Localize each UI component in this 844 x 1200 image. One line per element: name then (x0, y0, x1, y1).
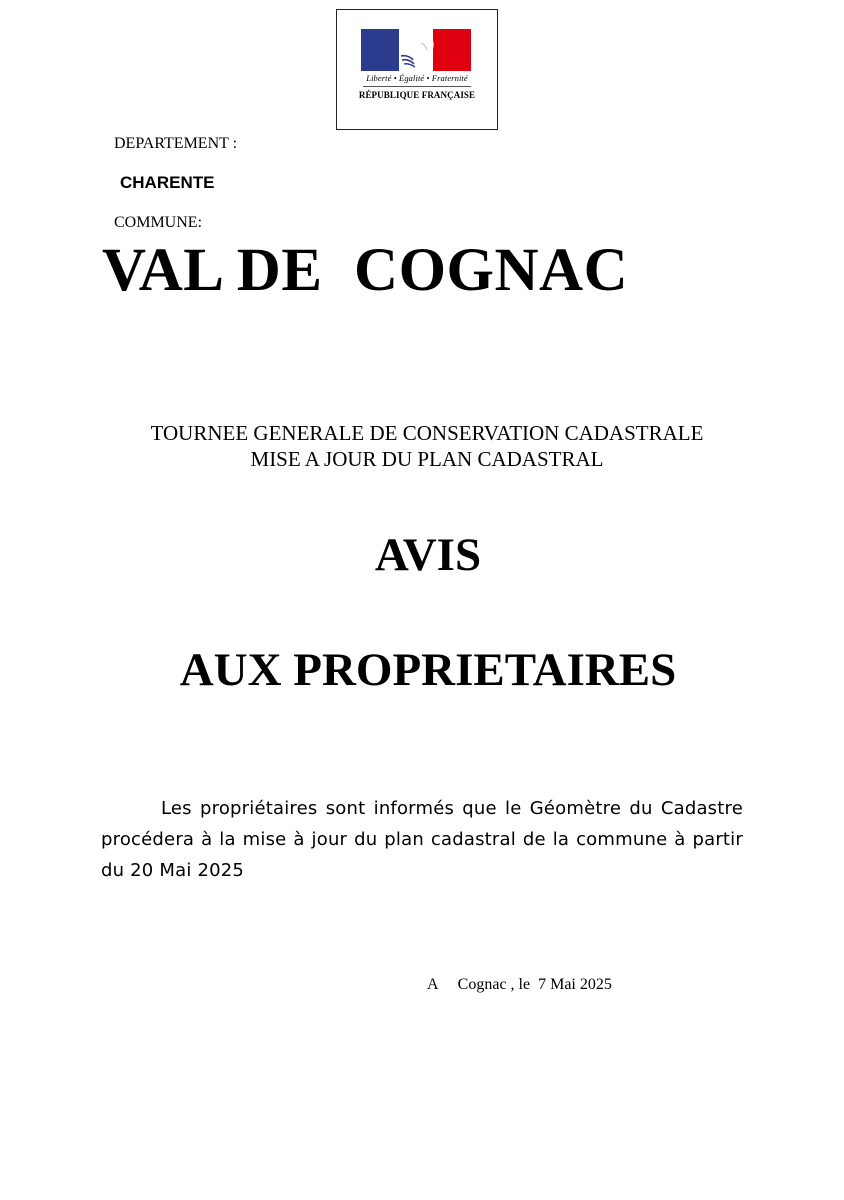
title-avis: AVIS (374, 529, 482, 581)
departement-value: CHARENTE (120, 173, 215, 192)
subtitle-line-2: MISE A JOUR DU PLAN CADASTRAL (250, 447, 604, 471)
commune-label: COMMUNE: (114, 214, 203, 231)
subtitle-line-1: TOURNEE GENERALE DE CONSERVATION CADASTRALE (150, 421, 704, 445)
logo-republic-name: RÉPUBLIQUE FRANÇAISE (358, 90, 476, 100)
departement-label: DEPARTEMENT : (114, 135, 238, 152)
logo-motto: Liberté • Égalité • Fraternité (366, 73, 468, 83)
logo-divider (363, 86, 471, 87)
subtitle (0, 420, 844, 472)
place-date-line: A Cognac , le 7 Mai 2025 (427, 976, 612, 993)
republique-francaise-logo (336, 9, 498, 130)
commune-name: VAL DE COGNAC (102, 237, 629, 304)
title-proprietaires: AUX PROPRIETAIRES (179, 644, 677, 696)
marianne-flag-icon (361, 29, 471, 71)
notice-paragraph: Les propriétaires sont informés que le Géomètre du Cadastre procédera à la mise à jour du plan cadastral de la commune à partir du 20 Mai 2025 (101, 798, 743, 881)
